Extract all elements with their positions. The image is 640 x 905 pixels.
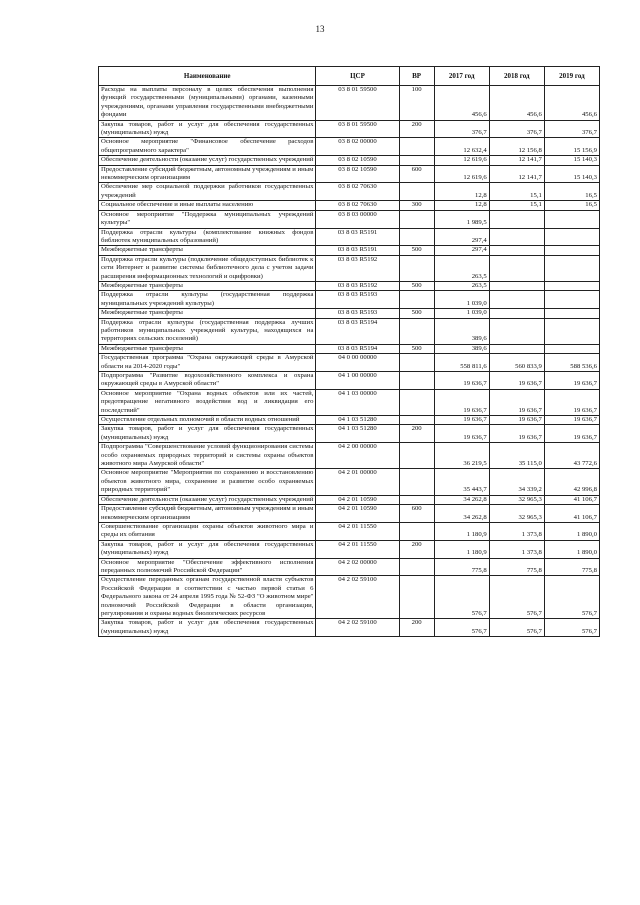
- row-name: Подпрограмма "Развитие водохозяйственного комплекса и охрана окружающей среды в Амурской области": [99, 372, 316, 390]
- row-2019: 456,6: [544, 86, 599, 121]
- row-vr: [399, 138, 434, 156]
- row-2018: [489, 210, 544, 228]
- row-2018: [489, 246, 544, 255]
- table-row: [99, 425, 600, 443]
- row-2018: 775,8: [489, 558, 544, 576]
- row-name: Межбюджетные трансферты: [99, 344, 316, 353]
- row-2019: 19 636,7: [544, 425, 599, 443]
- row-2017: 1 180,9: [434, 540, 489, 558]
- row-2017: 1 039,0: [434, 291, 489, 309]
- row-2019: 43 772,6: [544, 443, 599, 469]
- row-vr: 200: [399, 425, 434, 443]
- row-2018: 32 965,3: [489, 495, 544, 504]
- row-2019: 1 890,0: [544, 540, 599, 558]
- table-row: [99, 318, 600, 344]
- row-2018: 1 373,8: [489, 522, 544, 540]
- table-row: [99, 540, 600, 558]
- row-csr: 04 2 01 11550: [316, 522, 399, 540]
- row-csr: 03 8 02 70630: [316, 201, 399, 210]
- row-name: Обеспечение деятельности (оказание услуг) государственных учреждений: [99, 156, 316, 165]
- row-csr: 03 8 03 R5191: [316, 246, 399, 255]
- row-csr: 04 2 01 00000: [316, 469, 399, 495]
- row-2019: 15 156,9: [544, 138, 599, 156]
- row-vr: [399, 354, 434, 372]
- row-2017: 1 039,0: [434, 309, 489, 318]
- row-csr: 03 8 01 59500: [316, 120, 399, 138]
- row-vr: 500: [399, 281, 434, 290]
- row-2019: 41 106,7: [544, 495, 599, 504]
- row-csr: 03 8 03 R5193: [316, 309, 399, 318]
- row-name: Межбюджетные трансферты: [99, 281, 316, 290]
- row-vr: 500: [399, 246, 434, 255]
- row-2017: 1 989,5: [434, 210, 489, 228]
- header-csr: ЦСР: [316, 67, 399, 86]
- row-2019: [544, 246, 599, 255]
- row-csr: 03 8 03 R5192: [316, 281, 399, 290]
- row-2017: 12,8: [434, 201, 489, 210]
- row-vr: [399, 228, 434, 246]
- row-vr: 300: [399, 201, 434, 210]
- row-vr: 500: [399, 309, 434, 318]
- row-2018: [489, 344, 544, 353]
- row-vr: 200: [399, 619, 434, 637]
- row-name: Основное мероприятие "Поддержка муниципальных учреждений культуры": [99, 210, 316, 228]
- row-vr: 600: [399, 165, 434, 183]
- row-csr: 04 2 02 59100: [316, 619, 399, 637]
- row-csr: 04 2 02 59100: [316, 576, 399, 619]
- row-2019: 775,8: [544, 558, 599, 576]
- row-2018: 12 141,7: [489, 156, 544, 165]
- table-row: [99, 344, 600, 353]
- table-row: [99, 576, 600, 619]
- row-name: Обеспечение мер социальной поддержки работников государственных учреждений: [99, 183, 316, 201]
- row-csr: 04 2 01 11550: [316, 540, 399, 558]
- row-name: Закупка товаров, работ и услуг для обеспечения государственных (муниципальных) нужд: [99, 619, 316, 637]
- row-name: Поддержка отрасли культуры (государственная поддержка лучших работников муниципальных учреждений культуры, находящихся на территориях сельских поселений): [99, 318, 316, 344]
- row-2018: 376,7: [489, 120, 544, 138]
- row-name: Основное мероприятие "Мероприятия по сохранению и восстановлению объектов животного мира, сохранение и развитие особо охраняемых природных территорий": [99, 469, 316, 495]
- row-name: Поддержка отрасли культуры (государственная поддержка муниципальных учреждений культуры): [99, 291, 316, 309]
- row-csr: 03 8 03 R5194: [316, 318, 399, 344]
- row-2018: 560 833,9: [489, 354, 544, 372]
- row-2018: 456,6: [489, 86, 544, 121]
- table-row: [99, 183, 600, 201]
- row-2017: 19 636,7: [434, 389, 489, 415]
- row-2017: 35 443,7: [434, 469, 489, 495]
- row-vr: 600: [399, 505, 434, 523]
- row-2018: 32 965,3: [489, 505, 544, 523]
- table-row: [99, 86, 600, 121]
- row-2018: 19 636,7: [489, 425, 544, 443]
- table-row: [99, 165, 600, 183]
- row-2017: 576,7: [434, 619, 489, 637]
- budget-table: [98, 66, 600, 637]
- row-vr: [399, 291, 434, 309]
- row-2018: 34 339,2: [489, 469, 544, 495]
- row-2018: [489, 281, 544, 290]
- row-csr: 04 2 01 10590: [316, 495, 399, 504]
- row-2019: 19 636,7: [544, 416, 599, 425]
- table-row: [99, 281, 600, 290]
- row-vr: [399, 156, 434, 165]
- row-2019: 41 106,7: [544, 505, 599, 523]
- table-row: [99, 522, 600, 540]
- table-row: [99, 389, 600, 415]
- row-2019: 1 890,0: [544, 522, 599, 540]
- page-number: 13: [315, 24, 325, 34]
- row-csr: 04 1 03 00000: [316, 389, 399, 415]
- row-2017: 389,6: [434, 318, 489, 344]
- table-row: [99, 291, 600, 309]
- table-row: [99, 443, 600, 469]
- table-row: [99, 210, 600, 228]
- row-2019: 576,7: [544, 576, 599, 619]
- row-2019: 42 996,8: [544, 469, 599, 495]
- row-vr: [399, 372, 434, 390]
- row-2019: 15 140,3: [544, 156, 599, 165]
- row-2017: 263,5: [434, 255, 489, 281]
- row-vr: 100: [399, 86, 434, 121]
- row-2017: 19 636,7: [434, 425, 489, 443]
- row-csr: 03 8 03 R5194: [316, 344, 399, 353]
- table-row: [99, 156, 600, 165]
- row-vr: [399, 416, 434, 425]
- row-2019: [544, 318, 599, 344]
- row-2017: 36 219,5: [434, 443, 489, 469]
- row-2017: 263,5: [434, 281, 489, 290]
- row-2017: 12 619,6: [434, 165, 489, 183]
- row-csr: 03 8 03 R5193: [316, 291, 399, 309]
- row-name: Поддержка отрасли культуры (комплектование книжных фондов библиотек муниципальных образований): [99, 228, 316, 246]
- row-2017: 12,8: [434, 183, 489, 201]
- row-2017: 34 262,8: [434, 505, 489, 523]
- row-vr: [399, 210, 434, 228]
- row-2018: 35 115,0: [489, 443, 544, 469]
- table-header-row: [99, 67, 600, 86]
- row-2017: 12 619,6: [434, 156, 489, 165]
- header-2017: 2017 год: [434, 67, 489, 86]
- row-csr: 03 8 02 10590: [316, 165, 399, 183]
- row-name: Закупка товаров, работ и услуг для обеспечения государственных (муниципальных) нужд: [99, 540, 316, 558]
- table-row: [99, 558, 600, 576]
- table-row: [99, 120, 600, 138]
- row-2017: 576,7: [434, 576, 489, 619]
- row-csr: 04 2 00 00000: [316, 443, 399, 469]
- row-2018: [489, 255, 544, 281]
- row-csr: 04 2 01 10590: [316, 505, 399, 523]
- row-name: Обеспечение деятельности (оказание услуг) государственных учреждений: [99, 495, 316, 504]
- table-row: [99, 309, 600, 318]
- row-2019: 16,5: [544, 183, 599, 201]
- row-name: Совершенствование организации охраны объектов животного мира и среды их обитания: [99, 522, 316, 540]
- row-vr: 200: [399, 120, 434, 138]
- row-csr: 04 1 00 00000: [316, 372, 399, 390]
- row-csr: 04 0 00 00000: [316, 354, 399, 372]
- row-2017: 775,8: [434, 558, 489, 576]
- row-vr: [399, 318, 434, 344]
- row-name: Расходы на выплаты персоналу в целях обеспечения выполнения функций государственными (муниципальными) органами, казенными учреждениями, органами управления государственными внебюджетными фондами: [99, 86, 316, 121]
- row-vr: 200: [399, 540, 434, 558]
- row-name: Осуществление отдельных полномочий в области водных отношений: [99, 416, 316, 425]
- row-csr: 03 8 03 R5192: [316, 255, 399, 281]
- row-name: Основное мероприятие "Финансовое обеспечение расходов общепрограммного характера": [99, 138, 316, 156]
- table-row: [99, 469, 600, 495]
- row-2018: 12 141,7: [489, 165, 544, 183]
- header-2019: 2019 год: [544, 67, 599, 86]
- row-name: Поддержка отрасли культуры (подключение общедоступных библиотек к сети Интернет и развитие системы библиотечного дела с учетом задачи расширения информационных технологий и оцифровки): [99, 255, 316, 281]
- row-csr: 04 1 03 51280: [316, 425, 399, 443]
- header-name: Наименование: [99, 67, 316, 86]
- row-name: Закупка товаров, работ и услуг для обеспечения государственных (муниципальных) нужд: [99, 120, 316, 138]
- row-csr: 03 8 02 70630: [316, 183, 399, 201]
- row-2019: 19 636,7: [544, 372, 599, 390]
- row-2019: [544, 291, 599, 309]
- header-2018: 2018 год: [489, 67, 544, 86]
- table-row: [99, 372, 600, 390]
- row-2019: [544, 344, 599, 353]
- row-name: Основное мероприятие "Обеспечение эффективного исполнения переданных полномочий Российской Федерации": [99, 558, 316, 576]
- row-name: Подпрограмма "Совершенствование условий функционирования системы особо охраняемых природных территорий и системы охраны объектов животного мира Амурской области": [99, 443, 316, 469]
- row-vr: [399, 469, 434, 495]
- row-2017: 376,7: [434, 120, 489, 138]
- row-2019: [544, 281, 599, 290]
- row-2018: [489, 309, 544, 318]
- row-2018: 19 636,7: [489, 372, 544, 390]
- row-2019: 19 636,7: [544, 389, 599, 415]
- row-vr: [399, 183, 434, 201]
- row-2017: 297,4: [434, 228, 489, 246]
- row-name: Предоставление субсидий бюджетным, автономным учреждениям и иным некоммерческим организациям: [99, 505, 316, 523]
- row-csr: 03 8 03 00000: [316, 210, 399, 228]
- row-2018: 15,1: [489, 201, 544, 210]
- row-csr: 03 8 01 59500: [316, 86, 399, 121]
- row-2017: 19 636,7: [434, 372, 489, 390]
- row-2017: 1 180,9: [434, 522, 489, 540]
- row-2017: 558 811,6: [434, 354, 489, 372]
- table-row: [99, 255, 600, 281]
- row-csr: 04 1 03 51280: [316, 416, 399, 425]
- row-2019: 15 140,3: [544, 165, 599, 183]
- row-2018: [489, 318, 544, 344]
- row-2019: 16,5: [544, 201, 599, 210]
- table-row: [99, 228, 600, 246]
- table-row: [99, 246, 600, 255]
- row-csr: 03 8 03 R5191: [316, 228, 399, 246]
- table-row: [99, 505, 600, 523]
- row-name: Государственная программа "Охрана окружающей среды в Амурской области на 2014-2020 годы": [99, 354, 316, 372]
- row-vr: [399, 522, 434, 540]
- table-row: [99, 416, 600, 425]
- row-2017: 297,4: [434, 246, 489, 255]
- row-csr: 03 8 02 10590: [316, 156, 399, 165]
- row-vr: [399, 576, 434, 619]
- row-name: Социальное обеспечение и иные выплаты населению: [99, 201, 316, 210]
- row-vr: [399, 495, 434, 504]
- row-2019: 576,7: [544, 619, 599, 637]
- row-name: Межбюджетные трансферты: [99, 246, 316, 255]
- row-name: Закупка товаров, работ и услуг для обеспечения государственных (муниципальных) нужд: [99, 425, 316, 443]
- row-2018: 19 636,7: [489, 416, 544, 425]
- row-vr: 500: [399, 344, 434, 353]
- row-2018: 576,7: [489, 619, 544, 637]
- table-row: [99, 138, 600, 156]
- row-2019: 376,7: [544, 120, 599, 138]
- row-2017: 456,6: [434, 86, 489, 121]
- row-2019: [544, 210, 599, 228]
- table-row: [99, 619, 600, 637]
- row-2018: 15,1: [489, 183, 544, 201]
- row-csr: 03 8 02 00000: [316, 138, 399, 156]
- header-vr: ВР: [399, 67, 434, 86]
- table-row: [99, 201, 600, 210]
- row-name: Предоставление субсидий бюджетным, автономным учреждениям и иным некоммерческим организациям: [99, 165, 316, 183]
- table-row: [99, 354, 600, 372]
- row-2017: 389,6: [434, 344, 489, 353]
- row-2018: 12 156,8: [489, 138, 544, 156]
- row-csr: 04 2 02 00000: [316, 558, 399, 576]
- row-2017: 19 636,7: [434, 416, 489, 425]
- table-row: [99, 495, 600, 504]
- row-2018: [489, 228, 544, 246]
- row-2019: [544, 255, 599, 281]
- row-2017: 34 262,8: [434, 495, 489, 504]
- row-name: Межбюджетные трансферты: [99, 309, 316, 318]
- row-vr: [399, 443, 434, 469]
- row-2019: 588 536,6: [544, 354, 599, 372]
- row-vr: [399, 255, 434, 281]
- row-2018: [489, 291, 544, 309]
- row-2018: 19 636,7: [489, 389, 544, 415]
- row-name: Осуществление переданных органам государственной власти субъектов Российской Федерации в соответствии с частью первой статьи 6 Федерального закона от 24 апреля 1995 года № 52-ФЗ "О животном мире" полномочий Российской Федерации в области организации, регулирования и охраны водных биологических ресурсов: [99, 576, 316, 619]
- row-vr: [399, 558, 434, 576]
- row-2018: 576,7: [489, 576, 544, 619]
- row-2019: [544, 309, 599, 318]
- row-2017: 12 632,4: [434, 138, 489, 156]
- row-name: Основное мероприятие "Охрана водных объектов или их частей, предотвращение негативного воздействия вод и ликвидация его последствий": [99, 389, 316, 415]
- row-2018: 1 373,8: [489, 540, 544, 558]
- table-body: [99, 86, 600, 637]
- row-2019: [544, 228, 599, 246]
- row-vr: [399, 389, 434, 415]
